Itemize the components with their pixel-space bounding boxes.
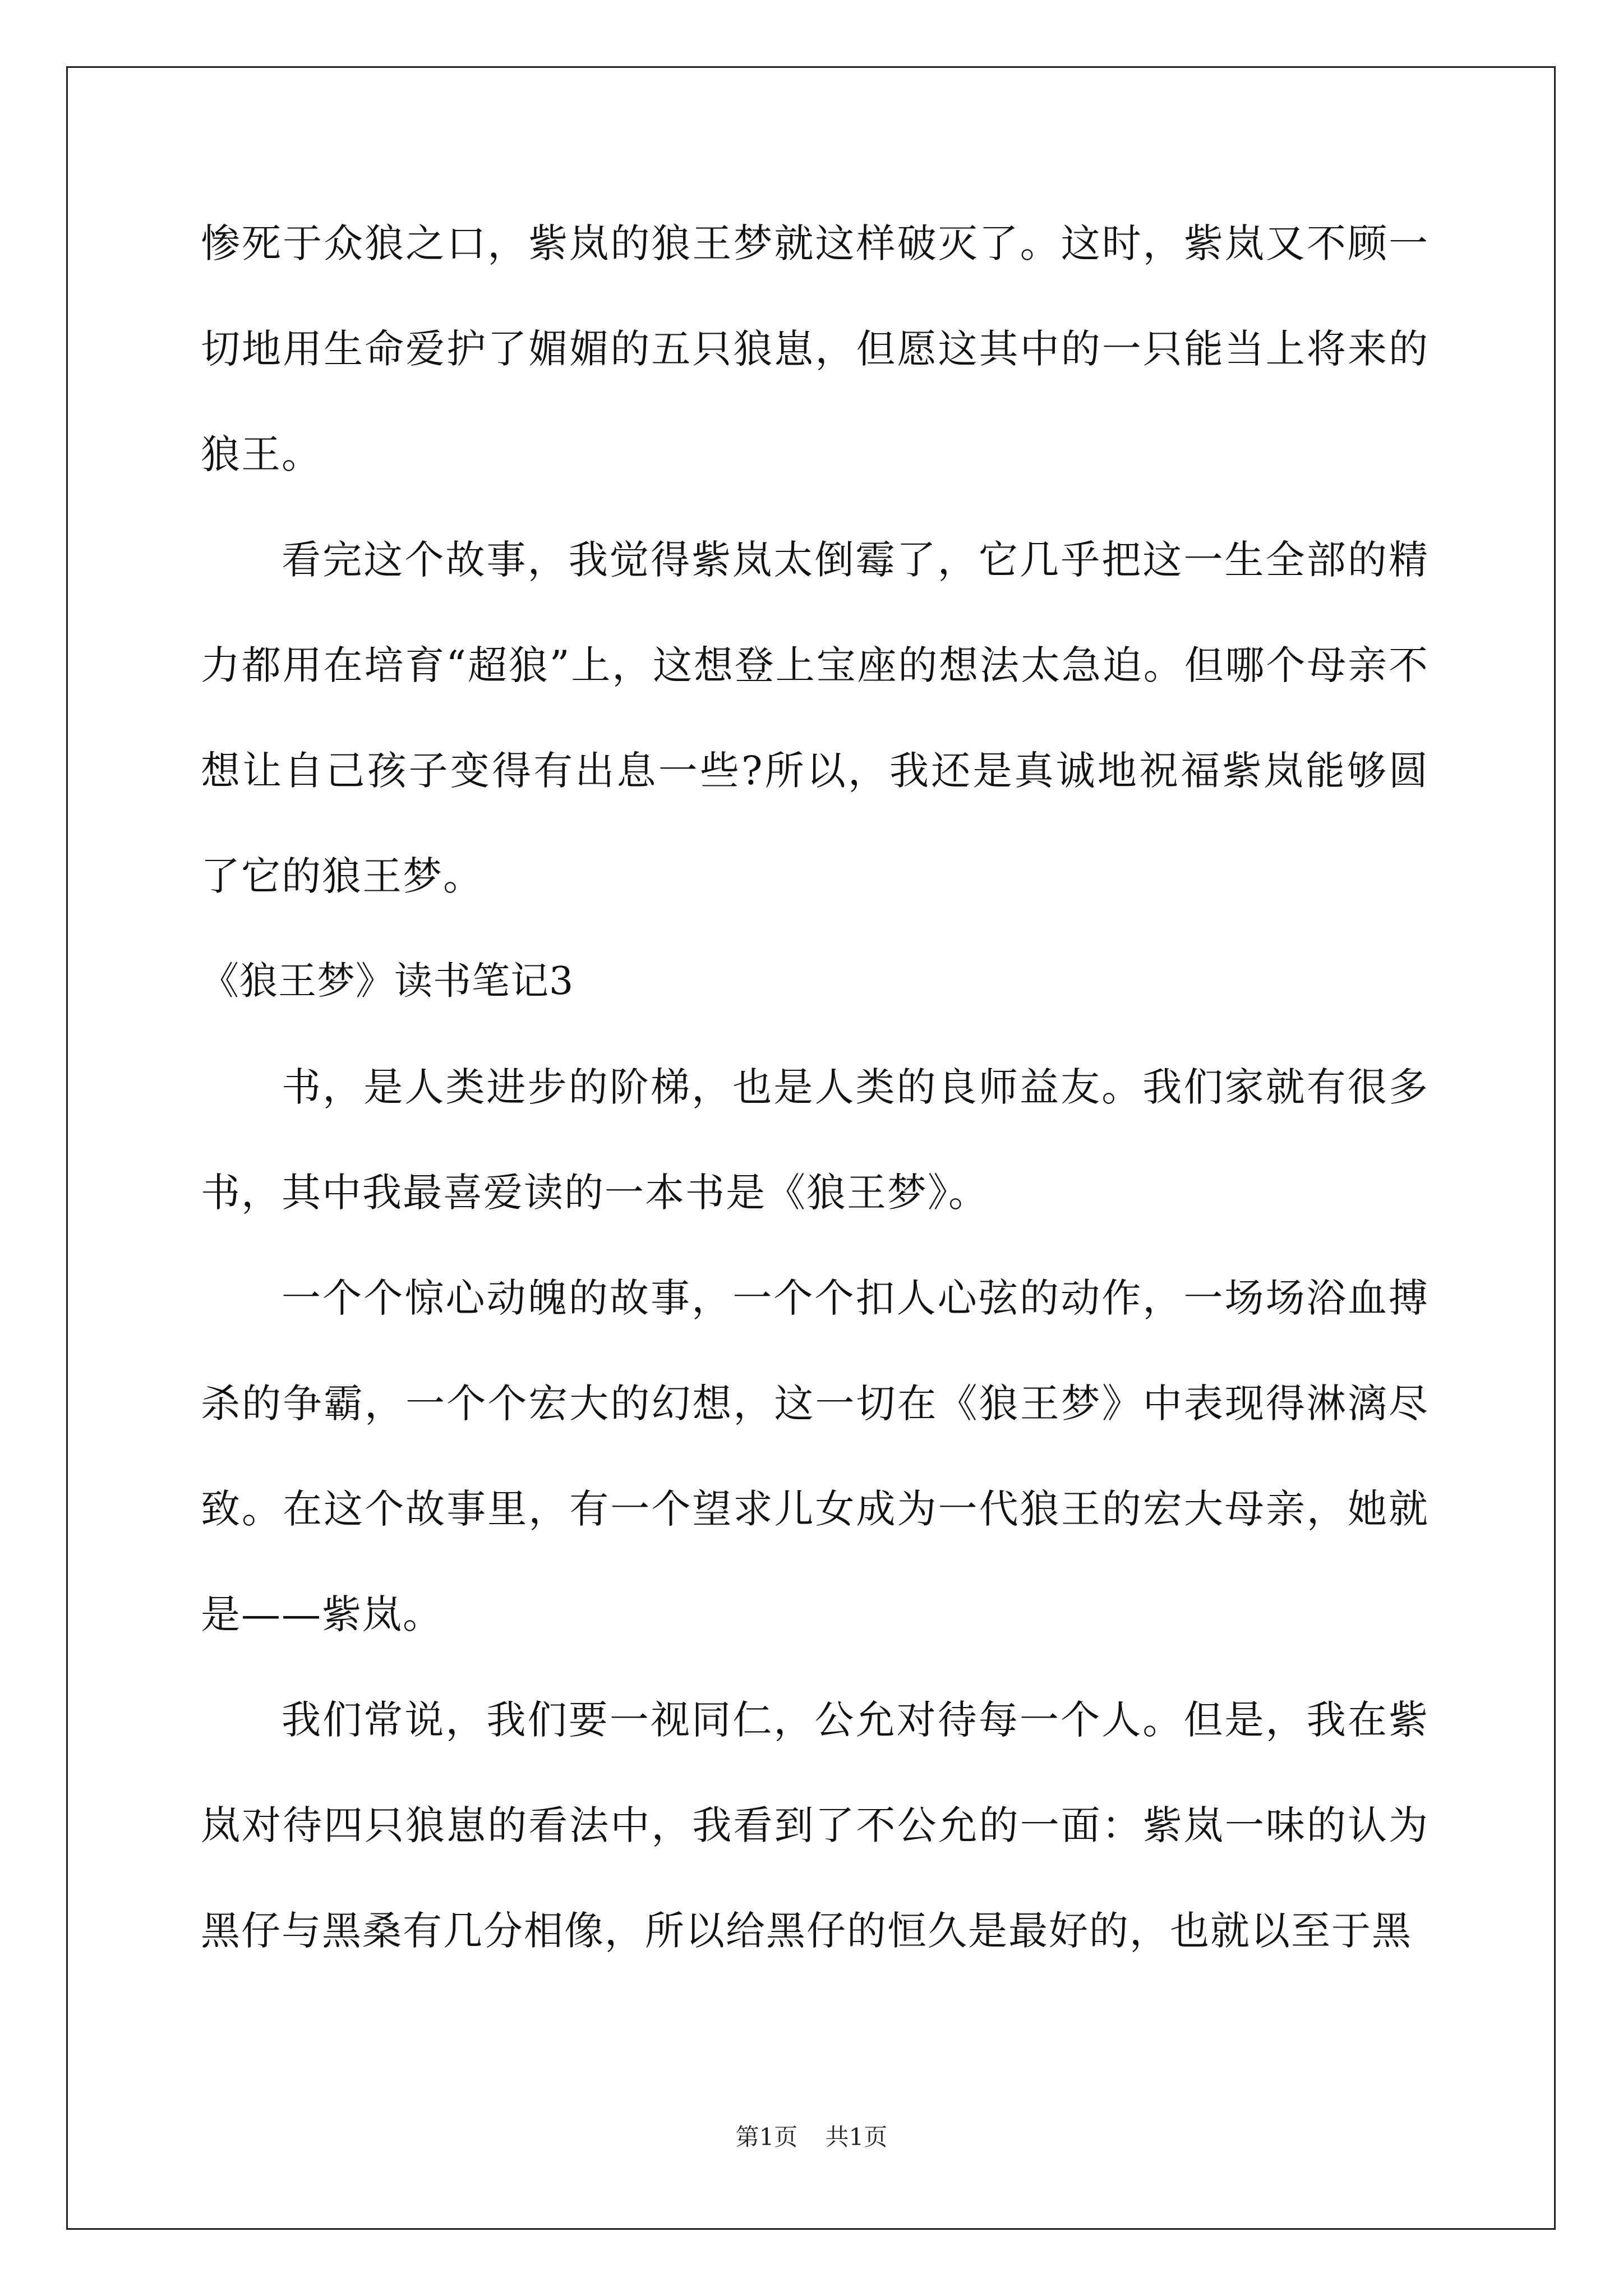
section-heading: 《狼王梦》读书笔记3	[201, 959, 574, 1004]
paragraph-5: 我们常说，我们要一视同仁，公允对待每一个人。但是，我在紫岚对待四只狼崽的看法中，我看到了不公允的一面：紫岚一味的认为黑仔与黑桑有几分相像，所以给黑仔的恒久是最好的，也就以至于黑	[201, 1697, 1429, 1954]
page-number-current: 第1页	[735, 2123, 798, 2151]
paragraph-2: 看完这个故事，我觉得紫岚太倒霉了，它几乎把这一生全部的精力都用在培育“超狼”上，这想登上宝座的想法太急迫。但哪个母亲不想让自己孩子变得有出息一些?所以，我还是真诚地祝福紫岚能够圆了它的狼王梦。	[201, 537, 1429, 899]
paragraph-3: 书，是人类进步的阶梯，也是人类的良师益友。我们家就有很多书，其中我最喜爱读的一本书是《狼王梦》。	[201, 1064, 1429, 1216]
paragraph-4: 一个个惊心动魄的故事，一个个扣人心弦的动作，一场场浴血搏杀的争霸，一个个宏大的幻想，这一切在《狼王梦》中表现得淋漓尽致。在这个故事里，有一个望求儿女成为一代狼王的宏大母亲，她就是——紫岚。	[201, 1275, 1429, 1637]
paragraph-1: 惨死于众狼之口，紫岚的狼王梦就这样破灭了。这时，紫岚又不顾一切地用生命爱护了媚媚的五只狼崽，但愿这其中的一只能当上将来的狼王。	[201, 220, 1429, 477]
page-number-total: 共1页	[825, 2123, 888, 2151]
page-footer	[0, 2120, 1623, 2154]
document-body	[201, 191, 1429, 1984]
